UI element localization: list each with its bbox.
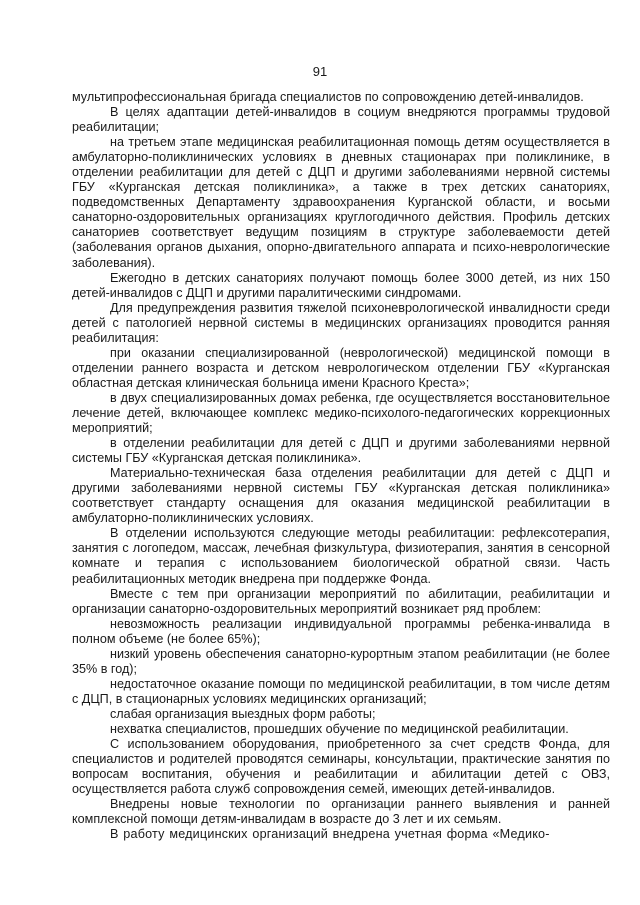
paragraph: В отделении используются следующие методы реабилитации: рефлексотерапия, занятия с логопедом, массаж, лечебная физкультура, физиотерапия, занятия в сенсорной комнате и терапия с использованием биологической обратной связи. Часть реабилитационных методик внедрена при поддержке Фонда. xyxy=(72,526,610,586)
paragraph: в двух специализированных домах ребенка, где осуществляется восстановительное лечение детей, включающее комплекс медико-психолого-педагогических коррекционных мероприятий; xyxy=(72,390,610,436)
paragraph: низкий уровень обеспечения санаторно-курортным этапом реабилитации (не более 35% в год); xyxy=(72,646,610,676)
paragraph: В целях адаптации детей-инвалидов в социум внедряются программы трудовой реабилитации; xyxy=(72,105,610,135)
paragraph: Ежегодно в детских санаториях получают помощь более 3000 детей, из них 150 детей-инвалидов с ДЦП и другими паралитическими синдромами. xyxy=(72,270,610,300)
paragraph: слабая организация выездных форм работы; xyxy=(110,706,376,721)
body-text xyxy=(72,90,610,842)
paragraph: С использованием оборудования, приобретенного за счет средств Фонда, для специалистов и родителей проводятся семинары, консультации, практические занятия по вопросам воспитания, обучения и реабилитации и абилитации детей с ОВЗ, осуществляется работа служб сопровождения семей, имеющих детей-инвалидов. xyxy=(72,737,610,797)
paragraph: В работу медицинских организаций внедрена учетная форма «Медико- xyxy=(110,827,550,842)
paragraph: Для предупреждения развития тяжелой психоневрологической инвалидности среди детей с патологией нервной системы в медицинских организациях проводится ранняя реабилитация: xyxy=(72,300,610,345)
paragraph: в отделении реабилитации для детей с ДЦП и другими заболеваниями нервной системы ГБУ «Курганская детская поликлиника». xyxy=(72,436,610,466)
paragraph: мультипрофессиональная бригада специалистов по сопровождению детей-инвалидов. xyxy=(72,90,584,104)
paragraph: недостаточное оказание помощи по медицинской реабилитации, в том числе детям с ДЦП, в стационарных условиях медицинских организаций; xyxy=(72,676,610,706)
paragraph: Внедрены новые технологии по организации раннего выявления и ранней комплексной помощи детям-инвалидам в возрасте до 3 лет и их семьям. xyxy=(72,797,610,827)
paragraph: нехватка специалистов, прошедших обучение по медицинской реабилитации. xyxy=(110,721,569,736)
page-number: 91 xyxy=(312,64,328,79)
paragraph: на третьем этапе медицинская реабилитационная помощь детям осуществляется в амбулаторно-поликлинических условиях в дневных стационарах при поликлинике, в отделении реабилитации для детей с ДЦП и другими заболеваниями нервной системы ГБУ «Курганская детская поликлиника», а также в трех детских санаториях, подведомственных Департаменту здравоохранения Курганской области, и восьми санаторно-оздоровительных организациях круглогодичного действия. Профиль детских санаториев соответствует ведущим позициям в структуре заболеваемости детей (заболевания органов дыхания, опорно-двигательного аппарата и психо-неврологические заболевания). xyxy=(72,135,610,270)
paragraph: Вместе с тем при организации мероприятий по абилитации, реабилитации и организации санаторно-оздоровительных мероприятий возникает ряд проблем: xyxy=(72,586,610,616)
paragraph: при оказании специализированной (неврологической) медицинской помощи в отделении раннего возраста и детском неврологическом отделении ГБУ «Курганская областная детская клиническая больница имени Красного Креста»; xyxy=(72,345,610,390)
paragraph: невозможность реализации индивидуальной программы ребенка-инвалида в полном объеме (не более 65%); xyxy=(72,616,610,646)
paragraph: Материально-техническая база отделения реабилитации для детей с ДЦП и другими заболеваниями нервной системы ГБУ «Курганская детская поликлиника» соответствует стандарту оснащения для оказания медицинской реабилитации в амбулаторно-поликлинических условиях. xyxy=(72,466,610,526)
